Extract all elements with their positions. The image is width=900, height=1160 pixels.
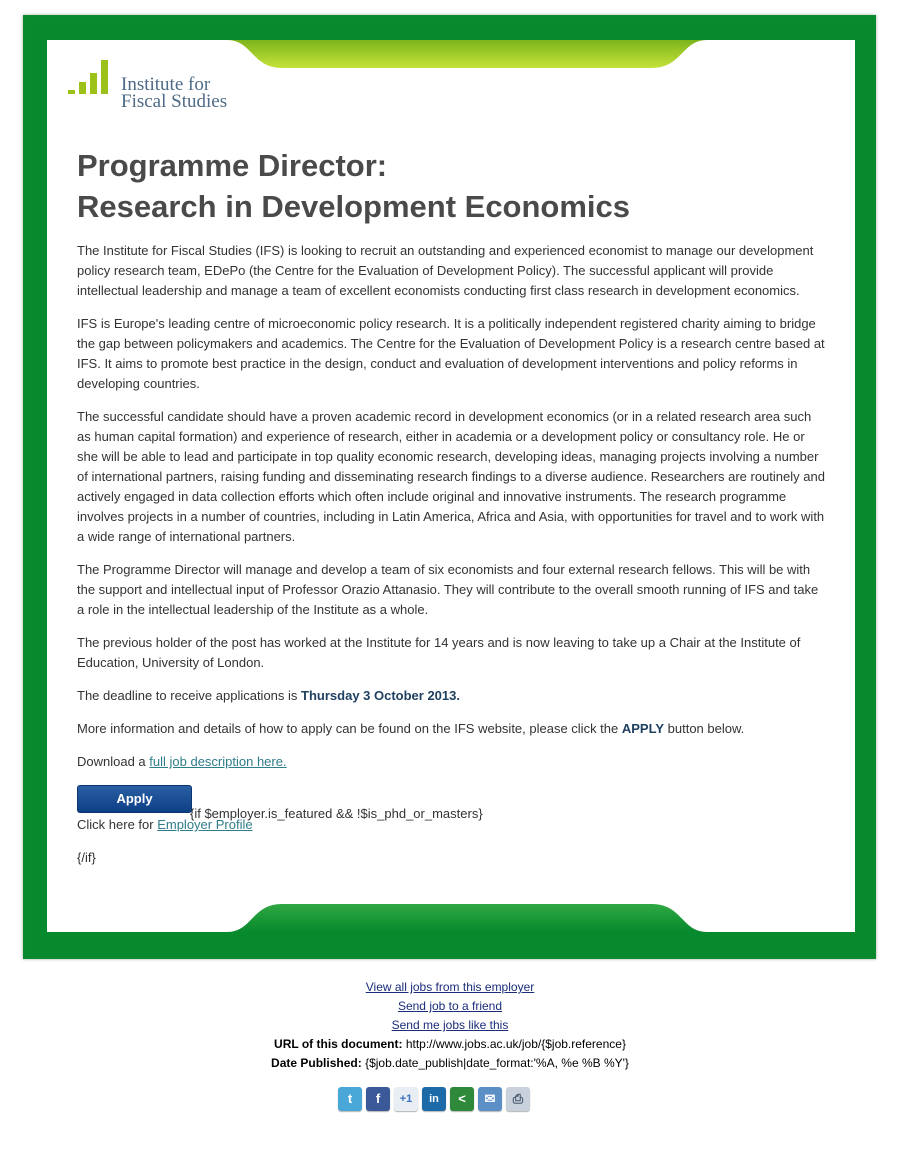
- deadline-date: Thursday 3 October 2013.: [301, 688, 460, 703]
- send-me-jobs-link[interactable]: Send me jobs like this: [391, 1018, 509, 1032]
- logo-line-1: Institute for: [121, 74, 211, 95]
- job-advert-panel: [47, 40, 855, 932]
- job-description-link[interactable]: full job description here.: [149, 754, 287, 769]
- date-label: Date Published:: [271, 1056, 362, 1070]
- apply-row: [77, 785, 827, 821]
- document-url: [0, 1035, 900, 1054]
- apply-button[interactable]: Apply: [77, 785, 192, 813]
- top-green-tab: [227, 40, 707, 70]
- deadline-prefix: The deadline to receive applications is: [77, 688, 302, 703]
- apply-word: APPLY: [621, 721, 665, 736]
- paragraph-candidate: The successful candidate should have a proven academic record in development economics (or in a related research area such as human capital formation) and experience of research, either in academia or a development policy or consultancy role. He or she will be able to lead and participate in top quality economic research, developing ideas, managing projects involving a number of international partners, raising funding and disseminating research findings to a diverse audience. Researchers are routinely and actively engaged in data collection efforts which often include original and innovative instruments. The research programme involves projects in a number of countries, including in Latin America, Africa and Asia, with opportunities for travel and to work with a wide range of international partners.: [77, 409, 825, 544]
- paragraph-ifs: IFS is Europe's leading centre of microeconomic policy research. It is a politically independent registered charity aiming to bridge the gap between policymakers and academics. The Centre for the Evaluation of Development Policy is a research centre based at IFS. It aims to promote best practice in the design, conduct and evaluation of development interventions and policy reforms in developing countries.: [77, 316, 825, 391]
- template-if-text: {if $employer.is_featured && !$is_phd_or_masters}: [190, 806, 483, 821]
- job-content: [77, 145, 827, 881]
- bottom-green-tab: [227, 902, 707, 932]
- template-endif-text: {/if}: [77, 850, 96, 865]
- job-title: [77, 145, 827, 227]
- more-info-text: [77, 719, 827, 739]
- linkedin-icon[interactable]: in: [422, 1087, 446, 1111]
- job-title-line-2: Research in Development Economics: [77, 189, 631, 224]
- share-icons: [338, 1087, 530, 1111]
- employer-prefix: Click here for: [77, 817, 158, 832]
- download-text: [77, 752, 827, 772]
- view-all-jobs-link[interactable]: View all jobs from this employer: [365, 980, 535, 994]
- date-value: {$job.date_publish|date_format:'%A, %e %B %Y'}: [361, 1056, 629, 1070]
- send-to-friend-link[interactable]: Send job to a friend: [397, 999, 503, 1013]
- ifs-logo[interactable]: [68, 60, 238, 115]
- share-icon[interactable]: <: [450, 1087, 474, 1111]
- twitter-icon[interactable]: t: [338, 1087, 362, 1111]
- logo-line-2: Fiscal Studies: [121, 91, 228, 112]
- email-icon[interactable]: ✉: [478, 1087, 502, 1111]
- paragraph-previous-holder: The previous holder of the post has worked at the Institute for 14 years and is now leaving to take up a Chair at the Institute of Education, University of London.: [77, 635, 801, 670]
- paragraph-director: The Programme Director will manage and develop a team of six economists and four external research fellows. This will be with the support and intellectual input of Professor Orazio Attanasio. They will contribute to the overall smooth running of IFS and take a role in the intellectual leadership of the Institute as a whole.: [77, 562, 819, 617]
- more-info-prefix: More information and details of how to apply can be found on the IFS website, please click the: [77, 721, 622, 736]
- page-footer: [0, 978, 900, 1073]
- deadline-text: [77, 686, 827, 706]
- employer-profile-link[interactable]: Employer Profile: [157, 817, 253, 832]
- download-prefix: Download a: [77, 754, 150, 769]
- date-published: [0, 1054, 900, 1073]
- logo-text: [121, 76, 227, 110]
- facebook-icon[interactable]: f: [366, 1087, 390, 1111]
- url-label: URL of this document:: [274, 1037, 403, 1051]
- print-icon[interactable]: ⎙: [506, 1087, 530, 1111]
- more-info-suffix: button below.: [664, 721, 745, 736]
- url-value: http://www.jobs.ac.uk/job/{$job.reference}: [402, 1037, 626, 1051]
- paragraph-intro: The Institute for Fiscal Studies (IFS) is looking to recruit an outstanding and experienced economist to manage our development policy research team, EDePo (the Centre for the Evaluation of Development Policy). The successful applicant will provide intellectual leadership and manage a team of excellent economists conducting first class research in development economics.: [77, 243, 814, 298]
- job-title-line-1: Programme Director:: [77, 148, 388, 183]
- google-plus-one-icon[interactable]: +1: [394, 1087, 418, 1111]
